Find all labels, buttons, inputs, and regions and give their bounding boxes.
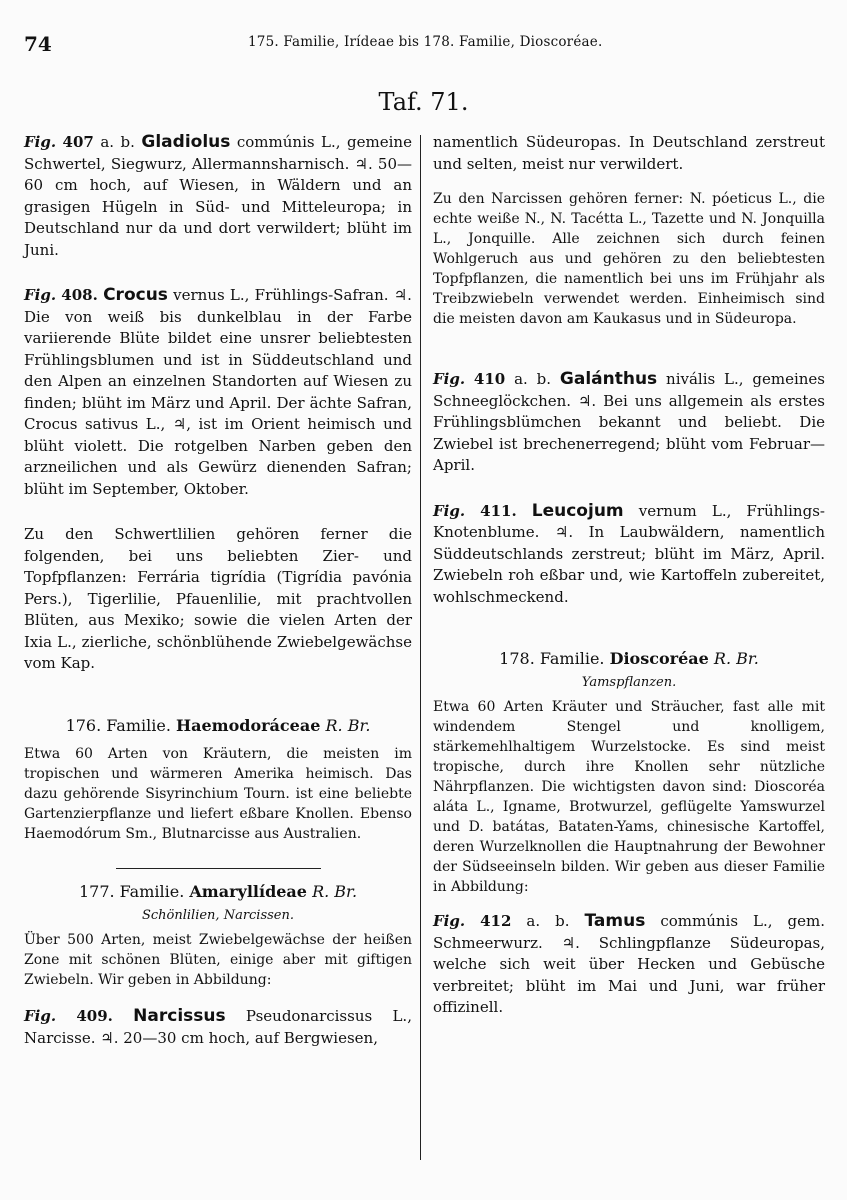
family-177-text: Über 500 Arten, meist Zwiebelgewächse der heißen Zone mit schönen Blüten, einige aber mit giftigen Zwiebeln. Wir geben in Abbildung: — [24, 932, 412, 988]
genus-name: Leucojum — [531, 500, 624, 521]
genus-name: Narcissus — [133, 1006, 226, 1026]
section-rule — [116, 868, 321, 869]
entry-text: vernus L., Frühlings-Safran. ♃. Die von weiß bis dunkelblau in der Farbe variierende Blüte bildet eine unsrer beliebtesten Frühlingsblumen und ist in Süddeutschland und den Alpen an einzelnen Standorten auf Wiesen zu finden; blüht im März und April. Der ächte Safran, Crocus sativus L., ♃, ist im Orient heimisch und blüht violett. Die rotgelben Narben geben den arzneilichen und als Gewürz dienenden Safran; blüht im September, Oktober. — [24, 286, 412, 498]
family-176-text: Etwa 60 Arten von Kräutern, die meisten im tropischen und wärmeren Amerika heimisch. Das dazu gehörende Sisyrinchium Tourn. ist eine beliebte Gartenzierpflanze und liefert eßbare Knollen. Ebenso Haemodórum Sm., Blutnarcisse aus Australien. — [24, 746, 412, 842]
page-header — [0, 30, 847, 56]
entry-fig-408: Fig. 408. Crocus vernus L., Frühlings-Safran. ♃. Die von weiß bis dunkelblau in der Farbe variierende Blüte bildet eine unsrer beliebtesten Frühlingsblumen und ist in Süddeutschland und den Alpen an einzelnen Standorten auf Wiesen zu finden; blüht im März und April. Der ächte Safran, Crocus sativus L., ♃, ist im Orient heimisch und blüht violett. Die rotgelben Narben geben den arzneilichen und als Gewürz dienenden Safran; blüht im September, Oktober. — [24, 285, 412, 498]
entry-fig-409: Fig. 409. Narcissus Pseudonarcissus L., Narcisse. ♃. 20—30 cm hoch, auf Bergwiesen, — [24, 1006, 412, 1047]
family-178-text: Etwa 60 Arten Kräuter und Sträucher, fast alle mit windendem Stengel und knolligem, stärkemehlhaltigem Wurzelstocke. Es sind meist tropische, durch ihre Knollen sehr nützliche Nährpflanzen. Die wichtigsten davon sind: Dioscoréa aláta L., Igname, Brotwurzel, geflügelte Yamswurzel und D. batátas, Bataten-Yams, chinesische Kartoffel, deren Wurzelknollen die Hauptnahrung der Bewohner der Südseeinseln bilden. Wir geben aus dieser Familie in Abbildung: — [433, 699, 825, 895]
family-177-subtitle: Schönlilien, Narcissen. — [141, 907, 295, 923]
family-177-heading: 177. Familie. Amaryllídeae R. Br. — [78, 882, 358, 901]
entry-text: Pseudonarcissus L., Narcisse. ♃. 20—30 cm hoch, auf Bergwiesen, — [24, 1007, 412, 1047]
running-title: 175. Familie, Irídeae bis 178. Familie, Dioscoréae. — [248, 34, 603, 50]
entry-text: vernum L., Frühlings-Knotenblume. ♃. In Laubwäldern, namentlich Süddeutschlands zerstreut; blüht im März, April. Zwiebeln roh eßbar und, wie Kartoffeln zubereitet, wohlschmeckend. — [433, 501, 825, 606]
family-176-heading: 176. Familie. Haemodoráceae R. Br. — [65, 715, 371, 735]
entry-fig-410: Fig. 410 a. b. Galánthus nivális L., gemeines Schneeglöckchen. ♃. Bei uns allgemein als erstes Frühlingsblümchen bekannt und beliebt. Die Zwiebel ist brechenerregend; blüht vom Februar—April. — [433, 369, 825, 474]
entry-text: nivális L., gemeines Schneeglöckchen. ♃. Bei uns allgemein als erstes Frühlingsblümchen bekannt und beliebt. Die Zwiebel ist brechenerregend; blüht vom Februar—April. — [433, 370, 825, 474]
genus-name: Tamus — [584, 911, 646, 931]
right-column — [433, 132, 825, 1019]
paragraph-schwertlilien: Zu den Schwertlilien gehören ferner die folgenden, bei uns beliebten Zier- und Topfpflanzen: Ferrária tigrídia (Tigrídia pavónia Pers.), Tigerlilie, Pfauenlilie, mit prachtvollen Blüten, aus Mexiko; sowie die vielen Arten der Ixia L., zierliche, schönblühende Zwiebelgewächse vom Kap. — [24, 525, 412, 672]
genus-name: Crocus — [103, 285, 168, 305]
entry-fig-412: Fig. 412 a. b. Tamus commúnis L., gem. Schmeerwurz. ♃. Schlingpflanze Südeuropas, welche sich weit über Hecken und Gebüsche verbreitet; blüht im Mai und Juni, war früher offizinell. — [433, 911, 826, 1016]
family-178-subtitle: Yamspflanzen. — [581, 674, 677, 690]
paragraph-narcissen: Zu den Narcissen gehören ferner: N. póeticus L., die echte weiße N., N. Tacétta L., Tazette und N. Jonquilla L., Jonquille. Alle zeichnen sich durch feinen Wohlgeruch aus und gehören zu den beliebtesten Topfpflanzen, die namentlich bei uns im Frühjahr als Treibzwiebeln verwendet werden. Einheimisch sind die meisten davon am Kaukasus und in Südeuropa. — [433, 191, 825, 327]
entry-fig-407: Fig. 407 a. b. Gladiolus commúnis L., gemeine Schwertel, Siegwurz, Allermannsharnisch. ♃. 50—60 cm hoch, auf Wiesen, in Wäldern und an grasigen Hügeln in Süd- und Mitteleuropa; in Deutschland nur da und dort verwildert; blüht im Juni. — [24, 132, 412, 259]
entry-fig-411: Fig. 411. Leucojum vernum L., Frühlings-Knotenblume. ♃. In Laubwäldern, namentlich Süddeutschlands zerstreut; blüht im März, April. Zwiebeln roh eßbar und, wie Kartoffeln zubereitet, wohlschmeckend. — [433, 500, 825, 606]
entry-text: commúnis L., gemeine Schwertel, Siegwurz, Allermannsharnisch. ♃. 50—60 cm hoch, auf Wiesen, in Wäldern und an grasigen Hügeln in Süd- und Mitteleuropa; in Deutschland nur da und dort verwildert; blüht im Juni. — [24, 133, 412, 259]
entry-fig-409-continued: namentlich Südeuropas. In Deutschland zerstreut und selten, meist nur verwildert. — [433, 133, 825, 173]
genus-name: Galánthus — [559, 369, 658, 389]
left-column — [24, 132, 412, 1049]
genus-name: Gladiolus — [141, 132, 231, 152]
page-number: 74 — [24, 32, 52, 56]
column-divider — [420, 135, 421, 1160]
entry-text: commúnis L., gem. Schmeerwurz. ♃. Schlingpflanze Südeuropas, welche sich weit über Hecken und Gebüsche verbreitet; blüht im Mai und Juni, war früher offizinell. — [433, 912, 826, 1016]
plate-title: Taf. 71. — [378, 88, 469, 116]
family-178-heading: 178. Familie. Dioscoréae R. Br. — [499, 649, 759, 668]
